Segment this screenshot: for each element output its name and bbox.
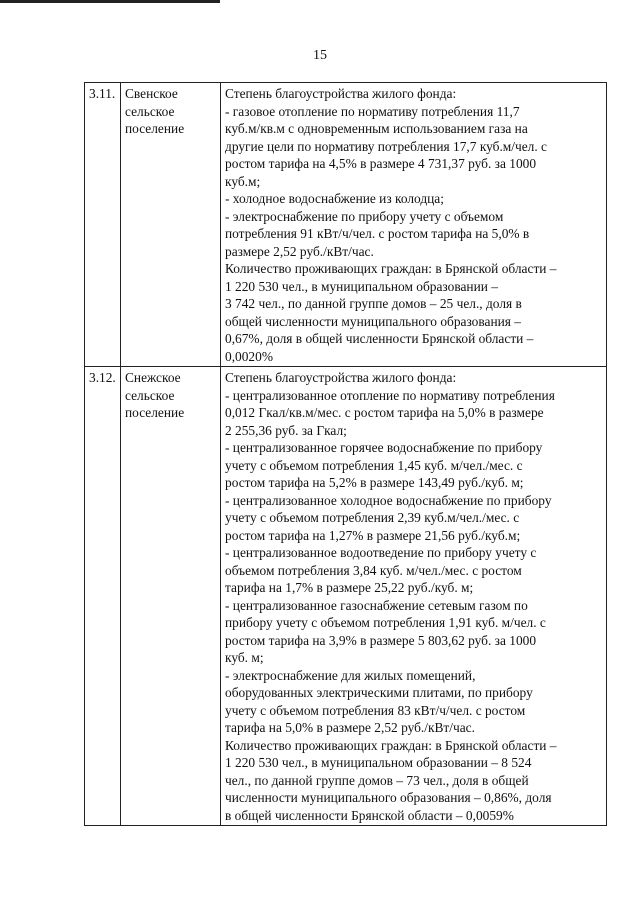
description-line: - централизованное газоснабжение сетевым газом по (225, 597, 528, 613)
description-line: 3 742 чел., по данной группе домов – 25 чел., доля в (225, 296, 522, 311)
description-line: учету с объемом потребления 83 кВт/ч/чел. с ростом (225, 702, 526, 718)
description-line: куб. м; (225, 650, 264, 665)
description-cell (221, 83, 607, 367)
table-row-3-11 (85, 83, 607, 367)
description-line: другие цели по нормативу потребления 17,7 куб.м/чел. с (225, 138, 548, 154)
row-number: 3.12. (89, 370, 116, 385)
row-number-cell (85, 367, 121, 826)
description-line: Степень благоустройства жилого фонда: (225, 370, 457, 385)
description-line: учету с объемом потребления 2,39 куб.м/чел./мес. с (225, 510, 520, 525)
settlement-name-line: Свенское (125, 86, 178, 101)
settlement-name-line: сельское (125, 387, 175, 403)
description-line: - централизованное отопление по нормативу потребления (225, 387, 555, 403)
description-line: - холодное водоснабжение из колодца; (225, 191, 444, 206)
settlement-name-line: Снежское (125, 370, 181, 385)
description-line: 1 220 530 чел., в муниципальном образовании – 8 524 (225, 755, 532, 770)
description-line: - централизованное водоотведение по прибору учету с (225, 545, 537, 560)
settlement-name-cell (121, 83, 221, 367)
description-line: 0,0020% (225, 348, 273, 364)
description-line: - электроснабжение для жилых помещений, (225, 667, 476, 683)
description-line: общей численности муниципального образования – (225, 313, 522, 329)
description-line: чел., по данной группе домов – 73 чел., доля в общей (225, 772, 529, 788)
description-line: - газовое отопление по нормативу потребления 11,7 (225, 103, 520, 119)
data-table (84, 82, 607, 826)
settlement-name-line: сельское (125, 103, 175, 119)
description-line: 0,67%, доля в общей численности Брянской области – (225, 331, 534, 346)
description-line: 0,012 Гкал/кв.м/мес. с ростом тарифа на 5,0% в размере (225, 405, 544, 420)
description-line: Количество проживающих граждан: в Брянской области – (225, 737, 557, 753)
description-line: объемом потребления 3,84 куб. м/чел./мес. с ростом (225, 562, 522, 578)
settlement-name-line: поселение (125, 405, 185, 420)
settlement-name-cell (121, 367, 221, 826)
description-line: куб.м/кв.м с одновременным использованием газа на (225, 121, 528, 136)
description-line: ростом тарифа на 1,27% в размере 21,56 руб./куб.м; (225, 527, 521, 543)
description-line: потребления 91 кВт/ч/чел. с ростом тарифа на 5,0% в (225, 226, 530, 241)
description-line: тарифа на 5,0% в размере 2,52 руб./кВт/час. (225, 720, 475, 735)
description-line: размере 2,52 руб./кВт/час. (225, 243, 374, 259)
description-line: Степень благоустройства жилого фонда: (225, 86, 457, 101)
top-rule (0, 0, 220, 3)
description-line: оборудованных электрическими плитами, по прибору (225, 685, 533, 700)
description-cell (221, 367, 607, 826)
description-line: - централизованное холодное водоснабжение по прибору (225, 492, 552, 508)
settlement-name-line: поселение (125, 121, 185, 136)
row-number-cell (85, 83, 121, 367)
description-line: куб.м; (225, 173, 261, 189)
page-number: 15 (313, 48, 327, 63)
description-line: - электроснабжение по прибору учету с объемом (225, 208, 504, 224)
description-line: прибору учету с объемом потребления 1,91 куб. м/чел. с (225, 615, 546, 630)
description-line: Количество проживающих граждан: в Брянской области – (225, 261, 557, 276)
description-line: численности муниципального образования – 0,86%, доля (225, 790, 552, 805)
description-line: ростом тарифа на 5,2% в размере 143,49 руб./куб. м; (225, 475, 524, 490)
description-line: ростом тарифа на 4,5% в размере 4 731,37 руб. за 1000 (225, 156, 537, 171)
description-line: учету с объемом потребления 1,45 куб. м/чел./мес. с (225, 457, 523, 473)
description-line: - централизованное горячее водоснабжение по прибору (225, 440, 543, 455)
description-line: тарифа на 1,7% в размере 25,22 руб./куб. м; (225, 580, 474, 595)
description-line: ростом тарифа на 3,9% в размере 5 803,62 руб. за 1000 (225, 632, 537, 648)
description-line: в общей численности Брянской области – 0,0059% (225, 807, 514, 823)
description-line: 2 255,36 руб. за Гкал; (225, 422, 347, 438)
row-number: 3.11. (89, 86, 116, 101)
table-row-3-12 (85, 367, 607, 826)
description-line: 1 220 530 чел., в муниципальном образовании – (225, 278, 498, 294)
